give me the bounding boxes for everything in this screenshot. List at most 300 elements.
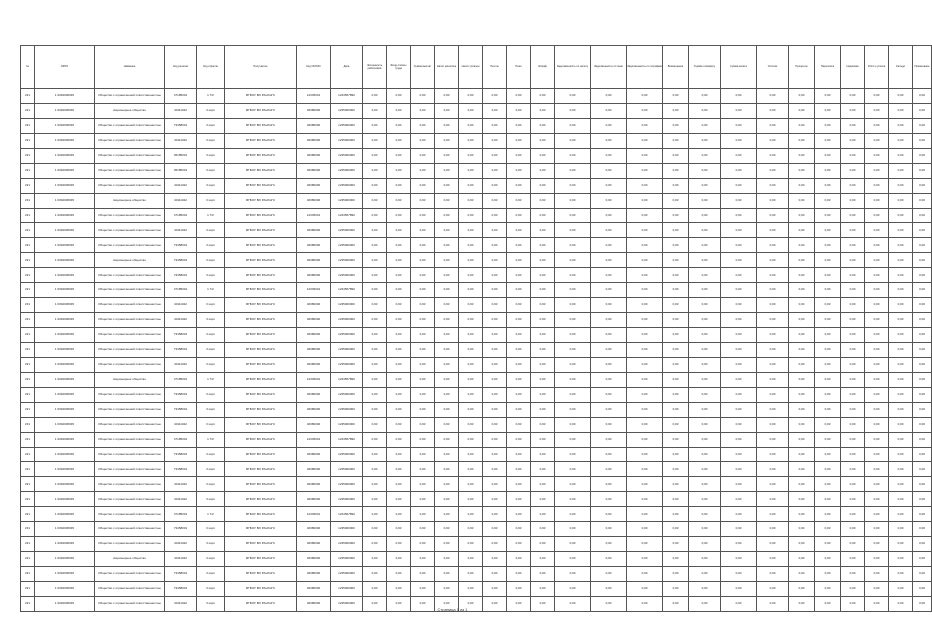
table-cell: 40111022 bbox=[165, 298, 197, 313]
table-cell: 1235000000 bbox=[331, 462, 363, 477]
table-cell: 0,00 bbox=[689, 328, 721, 343]
table-cell: 0,00 bbox=[387, 298, 411, 313]
table-cell: 0,00 bbox=[591, 537, 627, 552]
table-cell: 12345001 bbox=[297, 89, 331, 104]
table-cell: 0,00 bbox=[483, 492, 507, 507]
table-cell: 0,00 bbox=[591, 208, 627, 223]
table-cell: 0,00 bbox=[507, 387, 531, 402]
table-cell: 0,00 bbox=[459, 417, 483, 432]
table-cell: 0,00 bbox=[689, 567, 721, 582]
table-cell: 0,00 bbox=[435, 477, 459, 492]
table-cell: 1 7/2 bbox=[197, 507, 225, 522]
table-cell: Общество с ограниченной ответственностью bbox=[95, 223, 165, 238]
table-cell: 0,00 bbox=[815, 552, 841, 567]
table-cell: 46380000 bbox=[297, 253, 331, 268]
table-cell: 0,00 bbox=[591, 223, 627, 238]
table-cell: ФГБОУ ВО РАНХиГС bbox=[225, 223, 297, 238]
table-cell: 0,00 bbox=[815, 208, 841, 223]
table-cell: 0,00 bbox=[757, 387, 789, 402]
table-cell: 231 bbox=[21, 447, 35, 462]
table-cell: 0,00 bbox=[435, 298, 459, 313]
column-header: Сумма к возврату bbox=[689, 46, 721, 89]
table-cell: 0,00 bbox=[531, 507, 555, 522]
table-cell: 0,00 bbox=[363, 387, 387, 402]
table-cell: ФГБОУ ВО РАНХиГС bbox=[225, 253, 297, 268]
table-cell: 0,00 bbox=[555, 357, 591, 372]
table-cell: 0,00 bbox=[815, 492, 841, 507]
table-cell: 3 корп bbox=[197, 596, 225, 611]
table-cell: 0,00 bbox=[913, 507, 932, 522]
table-cell: 0,00 bbox=[555, 163, 591, 178]
table-cell: 0,00 bbox=[627, 163, 663, 178]
table-cell: 0,00 bbox=[689, 223, 721, 238]
table-cell: 0,00 bbox=[865, 163, 889, 178]
table-row bbox=[21, 103, 932, 118]
table-cell: 0,00 bbox=[721, 537, 757, 552]
table-cell: 0,00 bbox=[815, 148, 841, 163]
table-cell: 0,00 bbox=[841, 133, 865, 148]
table-cell: 0,00 bbox=[789, 402, 815, 417]
table-cell: 0,00 bbox=[363, 313, 387, 328]
table-cell: 0,00 bbox=[789, 133, 815, 148]
table-cell: 0,00 bbox=[531, 447, 555, 462]
table-cell: 0,00 bbox=[507, 148, 531, 163]
table-cell: 0,00 bbox=[591, 402, 627, 417]
table-cell: 0,00 bbox=[435, 313, 459, 328]
table-cell: 1 0094006645 bbox=[35, 178, 95, 193]
column-header: Код региона bbox=[165, 46, 197, 89]
table-cell: 231 bbox=[21, 342, 35, 357]
table-cell: 1 0094006645 bbox=[35, 507, 95, 522]
table-cell: 0,00 bbox=[555, 402, 591, 417]
table-cell: 0,00 bbox=[815, 447, 841, 462]
table-cell: 0,00 bbox=[627, 492, 663, 507]
table-cell: 0,00 bbox=[507, 342, 531, 357]
table-cell: 46380000 bbox=[297, 163, 331, 178]
table-cell: 0,00 bbox=[721, 223, 757, 238]
table-cell: 231 bbox=[21, 328, 35, 343]
table-cell: 0,00 bbox=[363, 507, 387, 522]
column-header: Дата bbox=[331, 46, 363, 89]
table-cell: 0,00 bbox=[865, 328, 889, 343]
table-cell: 0,00 bbox=[689, 178, 721, 193]
column-header: Переплата bbox=[815, 46, 841, 89]
table-cell: 0,00 bbox=[435, 447, 459, 462]
table-cell: 73458001 bbox=[165, 522, 197, 537]
table-cell: 0,00 bbox=[387, 342, 411, 357]
table-cell: 0,00 bbox=[363, 133, 387, 148]
table-cell: 3 корп bbox=[197, 477, 225, 492]
table-cell: 0,00 bbox=[627, 507, 663, 522]
table-cell: 0,00 bbox=[531, 552, 555, 567]
table-cell: 46380000 bbox=[297, 193, 331, 208]
table-cell: 0,00 bbox=[483, 402, 507, 417]
table-cell: 0,00 bbox=[387, 313, 411, 328]
table-cell: 0,00 bbox=[841, 118, 865, 133]
table-cell: 0,00 bbox=[663, 268, 689, 283]
table-cell: 0,00 bbox=[689, 507, 721, 522]
table-cell: 0,00 bbox=[483, 522, 507, 537]
table-cell: 0,00 bbox=[815, 298, 841, 313]
table-cell: 0,00 bbox=[459, 148, 483, 163]
table-cell: 0,00 bbox=[721, 342, 757, 357]
table-cell: 0,00 bbox=[591, 387, 627, 402]
table-cell: 0,00 bbox=[459, 208, 483, 223]
table-cell: 3 корп bbox=[197, 402, 225, 417]
table-cell: 0,00 bbox=[721, 118, 757, 133]
table-cell: 0,00 bbox=[531, 477, 555, 492]
table-cell: 46380000 bbox=[297, 402, 331, 417]
table-cell: 0,00 bbox=[663, 507, 689, 522]
table-cell: 0,00 bbox=[865, 238, 889, 253]
table-cell: 0,00 bbox=[689, 298, 721, 313]
table-cell: 0,00 bbox=[591, 492, 627, 507]
table-cell: 46380000 bbox=[297, 462, 331, 477]
table-cell: 46380000 bbox=[297, 118, 331, 133]
table-cell: Общество с ограниченной ответственностью bbox=[95, 387, 165, 402]
table-cell: 40111022 bbox=[165, 133, 197, 148]
table-cell: 0,00 bbox=[411, 462, 435, 477]
table-cell: 0,00 bbox=[411, 298, 435, 313]
table-cell: 0,00 bbox=[721, 133, 757, 148]
table-cell: 0,00 bbox=[363, 447, 387, 462]
table-cell: 0,00 bbox=[841, 522, 865, 537]
table-cell: 0,00 bbox=[757, 328, 789, 343]
table-cell: 3 корп bbox=[197, 163, 225, 178]
table-cell: Общество с ограниченной ответственностью bbox=[95, 507, 165, 522]
table-cell: 0,00 bbox=[435, 567, 459, 582]
table-cell: 0,00 bbox=[435, 163, 459, 178]
table-cell: 231 bbox=[21, 507, 35, 522]
table-cell: 1 0094006645 bbox=[35, 89, 95, 104]
table-cell: 1235000000 bbox=[331, 163, 363, 178]
table-cell: 0,00 bbox=[363, 492, 387, 507]
table-cell: 0,00 bbox=[841, 163, 865, 178]
table-cell: 0,00 bbox=[459, 492, 483, 507]
table-cell: 0,00 bbox=[507, 208, 531, 223]
table-cell: 0,00 bbox=[435, 193, 459, 208]
table-cell: 0,00 bbox=[387, 432, 411, 447]
table-cell: 231 bbox=[21, 178, 35, 193]
table-cell: 0,00 bbox=[627, 193, 663, 208]
table-cell: 0,00 bbox=[411, 342, 435, 357]
table-cell: 1 0094006645 bbox=[35, 298, 95, 313]
table-cell: 0,00 bbox=[689, 477, 721, 492]
table-cell: 0,00 bbox=[555, 133, 591, 148]
table-cell: 47185001 bbox=[165, 432, 197, 447]
table-cell: 0,00 bbox=[387, 223, 411, 238]
table-row bbox=[21, 552, 932, 567]
table-cell: 0,00 bbox=[757, 357, 789, 372]
table-cell: 0,00 bbox=[815, 283, 841, 298]
table-row bbox=[21, 372, 932, 387]
table-cell: 1235000000 bbox=[331, 268, 363, 283]
table-cell: 0,00 bbox=[411, 537, 435, 552]
table-cell: 0,00 bbox=[789, 193, 815, 208]
table-cell: 231 bbox=[21, 268, 35, 283]
table-cell: ФГБОУ ВО РАНХиГС bbox=[225, 118, 297, 133]
table-cell: 12345001 bbox=[297, 283, 331, 298]
table-cell: 3 корп bbox=[197, 118, 225, 133]
table-cell: 0,00 bbox=[363, 103, 387, 118]
table-cell: 0,00 bbox=[411, 163, 435, 178]
table-cell: 0,00 bbox=[721, 357, 757, 372]
table-cell: Общество с ограниченной ответственностью bbox=[95, 447, 165, 462]
table-row bbox=[21, 163, 932, 178]
table-cell: 0,00 bbox=[483, 567, 507, 582]
table-cell: 73458001 bbox=[165, 118, 197, 133]
table-cell: 231 bbox=[21, 208, 35, 223]
table-cell: 0,00 bbox=[507, 522, 531, 537]
table-cell: 0,00 bbox=[627, 328, 663, 343]
table-cell: 0,00 bbox=[721, 313, 757, 328]
table-cell: 0,00 bbox=[789, 89, 815, 104]
table-cell: 0,00 bbox=[555, 89, 591, 104]
table-cell: 0,00 bbox=[411, 148, 435, 163]
table-cell: 0,00 bbox=[591, 328, 627, 343]
table-cell: 0,00 bbox=[363, 238, 387, 253]
table-row bbox=[21, 537, 932, 552]
table-cell: 0,00 bbox=[507, 89, 531, 104]
table-cell: 0,00 bbox=[531, 208, 555, 223]
table-cell: 0,00 bbox=[865, 402, 889, 417]
table-cell: 0,00 bbox=[483, 357, 507, 372]
table-cell: 0,00 bbox=[555, 372, 591, 387]
table-cell: 1 7/2 bbox=[197, 208, 225, 223]
table-cell: 0,00 bbox=[757, 402, 789, 417]
table-cell: 231 bbox=[21, 148, 35, 163]
table-cell: 0,00 bbox=[483, 328, 507, 343]
table-cell: 0,00 bbox=[531, 462, 555, 477]
table-cell: 0,00 bbox=[841, 268, 865, 283]
table-cell: 0,00 bbox=[865, 522, 889, 537]
table-cell: 0,00 bbox=[387, 118, 411, 133]
table-cell: 0,00 bbox=[435, 253, 459, 268]
table-cell: 0,00 bbox=[889, 581, 913, 596]
table-cell: 46380000 bbox=[297, 103, 331, 118]
table-cell: Общество с ограниченной ответственностью bbox=[95, 163, 165, 178]
table-cell: 0,00 bbox=[721, 417, 757, 432]
table-cell: 1234567890 bbox=[331, 89, 363, 104]
table-cell: 0,00 bbox=[555, 492, 591, 507]
table-cell: 0,00 bbox=[459, 567, 483, 582]
table-cell: 46380000 bbox=[297, 298, 331, 313]
table-cell: 1 0094006645 bbox=[35, 432, 95, 447]
table-cell: 0,00 bbox=[841, 208, 865, 223]
column-header: Налог уплачен bbox=[459, 46, 483, 89]
table-cell: 0,00 bbox=[387, 492, 411, 507]
table-cell: 73458001 bbox=[165, 268, 197, 283]
table-cell: 0,00 bbox=[815, 596, 841, 611]
table-cell: 0,00 bbox=[591, 447, 627, 462]
table-cell: 0,00 bbox=[387, 567, 411, 582]
table-cell: 0,00 bbox=[459, 462, 483, 477]
report-table-container bbox=[20, 45, 930, 612]
table-cell: 0,00 bbox=[387, 507, 411, 522]
table-cell: 0,00 bbox=[689, 492, 721, 507]
column-header: Численность работников bbox=[363, 46, 387, 89]
table-cell: 0,00 bbox=[459, 178, 483, 193]
table-cell: 0,00 bbox=[721, 253, 757, 268]
table-cell: 0,00 bbox=[507, 313, 531, 328]
table-cell: 231 bbox=[21, 417, 35, 432]
table-cell: 1235000000 bbox=[331, 342, 363, 357]
table-cell: ФГБОУ ВО РАНХиГС bbox=[225, 133, 297, 148]
table-cell: 0,00 bbox=[411, 208, 435, 223]
table-cell: 0,00 bbox=[483, 193, 507, 208]
table-cell: 0,00 bbox=[865, 283, 889, 298]
table-cell: 0,00 bbox=[841, 178, 865, 193]
table-cell: Общество с ограниченной ответственностью bbox=[95, 342, 165, 357]
table-cell: 0,00 bbox=[865, 507, 889, 522]
table-cell: 0,00 bbox=[913, 357, 932, 372]
table-cell: 0,00 bbox=[889, 567, 913, 582]
table-cell: 0,00 bbox=[435, 223, 459, 238]
table-cell: 0,00 bbox=[889, 133, 913, 148]
table-cell: 0,00 bbox=[789, 507, 815, 522]
table-cell: 0,00 bbox=[459, 103, 483, 118]
table-cell: 0,00 bbox=[591, 552, 627, 567]
table-cell: 0,00 bbox=[865, 432, 889, 447]
table-cell: 0,00 bbox=[689, 268, 721, 283]
table-cell: 0,00 bbox=[913, 103, 932, 118]
table-cell: 0,00 bbox=[841, 342, 865, 357]
table-cell: 0,00 bbox=[663, 552, 689, 567]
table-cell: 0,00 bbox=[663, 103, 689, 118]
table-cell: 0,00 bbox=[865, 417, 889, 432]
table-cell: ФГБОУ ВО РАНХиГС bbox=[225, 537, 297, 552]
table-cell: 0,00 bbox=[865, 581, 889, 596]
table-cell: 0,00 bbox=[913, 268, 932, 283]
table-cell: 0,00 bbox=[411, 253, 435, 268]
table-cell: 0,00 bbox=[435, 387, 459, 402]
table-cell: 1 0094006645 bbox=[35, 596, 95, 611]
table-cell: 0,00 bbox=[841, 103, 865, 118]
table-cell: 0,00 bbox=[387, 268, 411, 283]
table-cell: 0,00 bbox=[531, 223, 555, 238]
table-cell: 0,00 bbox=[865, 89, 889, 104]
table-cell: 0,00 bbox=[531, 178, 555, 193]
table-cell: 0,00 bbox=[757, 432, 789, 447]
table-cell: 0,00 bbox=[815, 313, 841, 328]
table-cell: 0,00 bbox=[411, 133, 435, 148]
table-cell: 0,00 bbox=[531, 298, 555, 313]
table-cell: 0,00 bbox=[555, 477, 591, 492]
table-cell: 0,00 bbox=[913, 596, 932, 611]
table-cell: 0,00 bbox=[815, 537, 841, 552]
table-cell: 231 bbox=[21, 432, 35, 447]
table-cell: 0,00 bbox=[721, 268, 757, 283]
table-cell: 1234567890 bbox=[331, 507, 363, 522]
table-cell: 0,00 bbox=[459, 253, 483, 268]
table-cell: 0,00 bbox=[889, 357, 913, 372]
table-cell: 0,00 bbox=[689, 238, 721, 253]
table-row bbox=[21, 178, 932, 193]
table-cell: 0,00 bbox=[865, 462, 889, 477]
table-cell: 0,00 bbox=[663, 537, 689, 552]
table-cell: 0,00 bbox=[721, 283, 757, 298]
table-cell: 231 bbox=[21, 283, 35, 298]
table-cell: 1 0094006645 bbox=[35, 417, 95, 432]
table-cell: 0,00 bbox=[387, 537, 411, 552]
table-cell: 0,00 bbox=[483, 178, 507, 193]
table-body bbox=[21, 89, 932, 612]
table-cell: 0,00 bbox=[757, 522, 789, 537]
table-row bbox=[21, 193, 932, 208]
table-cell: 0,00 bbox=[591, 357, 627, 372]
table-cell: 0,00 bbox=[363, 372, 387, 387]
table-cell: 0,00 bbox=[757, 372, 789, 387]
table-row bbox=[21, 208, 932, 223]
table-cell: 231 bbox=[21, 462, 35, 477]
table-cell: 1 0094006645 bbox=[35, 163, 95, 178]
table-cell: 1 0094006645 bbox=[35, 253, 95, 268]
table-cell: 1 7/2 bbox=[197, 432, 225, 447]
table-cell: 231 bbox=[21, 522, 35, 537]
table-cell: 0,00 bbox=[689, 163, 721, 178]
table-cell: 40111022 bbox=[165, 492, 197, 507]
table-cell: 0,00 bbox=[435, 522, 459, 537]
table-cell: 0,00 bbox=[591, 103, 627, 118]
table-cell: 0,00 bbox=[789, 163, 815, 178]
table-cell: 0,00 bbox=[663, 163, 689, 178]
table-cell: 0,00 bbox=[411, 313, 435, 328]
table-cell: 0,00 bbox=[865, 477, 889, 492]
table-cell: 0,00 bbox=[555, 268, 591, 283]
table-cell: 0,00 bbox=[865, 298, 889, 313]
table-cell: 0,00 bbox=[663, 462, 689, 477]
table-cell: 0,00 bbox=[591, 148, 627, 163]
table-row bbox=[21, 507, 932, 522]
table-cell: 0,00 bbox=[507, 103, 531, 118]
table-cell: 0,00 bbox=[913, 462, 932, 477]
table-cell: 0,00 bbox=[411, 522, 435, 537]
table-cell: 0,00 bbox=[841, 552, 865, 567]
table-cell: 1 7/2 bbox=[197, 372, 225, 387]
table-cell: 0,00 bbox=[507, 193, 531, 208]
table-cell: 0,00 bbox=[363, 477, 387, 492]
table-cell: 0,00 bbox=[387, 522, 411, 537]
table-cell: 0,00 bbox=[531, 133, 555, 148]
table-cell: 0,00 bbox=[507, 492, 531, 507]
table-cell: 73458001 bbox=[165, 402, 197, 417]
table-cell: 0,00 bbox=[483, 581, 507, 596]
table-cell: 0,00 bbox=[363, 268, 387, 283]
table-cell: 0,00 bbox=[757, 447, 789, 462]
table-cell: 3 корп bbox=[197, 447, 225, 462]
table-cell: 0,00 bbox=[411, 387, 435, 402]
table-cell: 12345001 bbox=[297, 372, 331, 387]
table-cell: 0,00 bbox=[411, 552, 435, 567]
table-cell: 0,00 bbox=[721, 567, 757, 582]
table-cell: 0,00 bbox=[411, 118, 435, 133]
table-cell: Акционерное общество bbox=[95, 552, 165, 567]
table-cell: 0,00 bbox=[889, 537, 913, 552]
table-cell: 0,00 bbox=[913, 193, 932, 208]
table-cell: 0,00 bbox=[555, 522, 591, 537]
table-cell: 0,00 bbox=[387, 402, 411, 417]
table-cell: 0,00 bbox=[689, 537, 721, 552]
table-cell: 1 0094006645 bbox=[35, 567, 95, 582]
table-cell: 0,00 bbox=[889, 596, 913, 611]
table-cell: 0,00 bbox=[913, 313, 932, 328]
table-cell: 0,00 bbox=[663, 178, 689, 193]
table-cell: ФГБОУ ВО РАНХиГС bbox=[225, 507, 297, 522]
table-cell: 0,00 bbox=[435, 283, 459, 298]
table-cell: 0,00 bbox=[363, 342, 387, 357]
table-cell: 231 bbox=[21, 596, 35, 611]
column-header: Пени bbox=[507, 46, 531, 89]
